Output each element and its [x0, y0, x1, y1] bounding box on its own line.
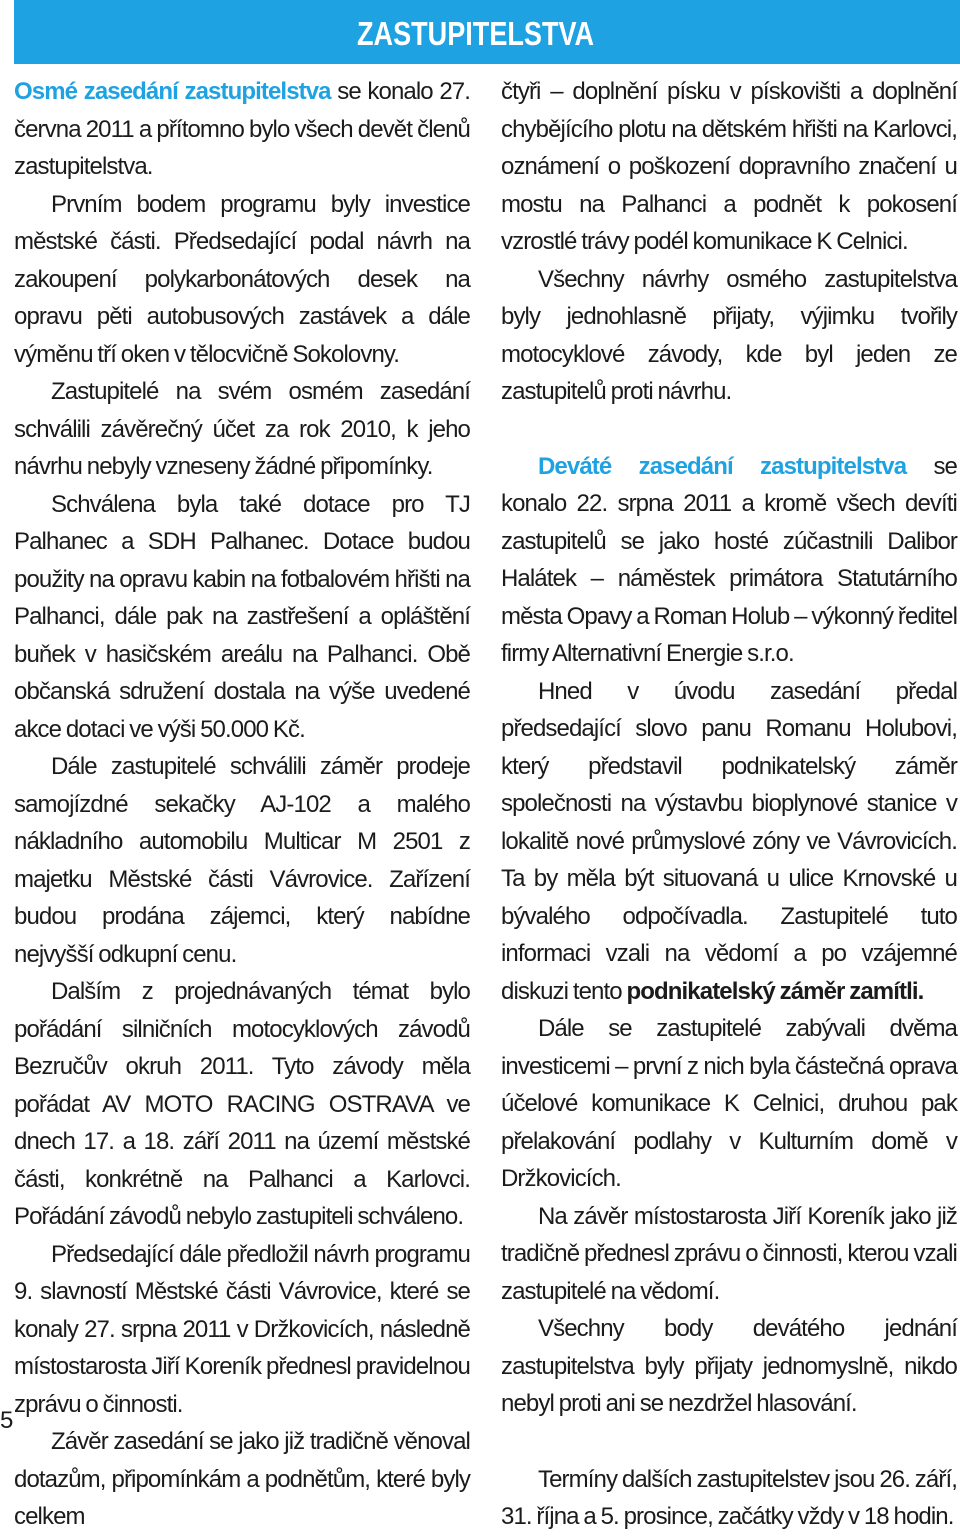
paragraph-activity-report: Na závěr místostarosta Jiří Koreník jako již tradičně přednesl zprávu o činnosti, kterou vzali zastupitelé na vědomí. — [501, 1202, 957, 1305]
paragraph-ninth-investments: Dále se zastupitelé zabývali dvěma investicemi – první z nich byla částečná oprava účelové komunikace K Celnici, druhou pak přelakování podlahy v Kulturním domě v Držkovicích. — [501, 1015, 957, 1192]
section-title: ZASTUPITELSTVA — [356, 15, 594, 52]
paragraph-eighth-session-intro — [14, 73, 470, 186]
eighth-session-intro-text: se konalo 27. června 2011 a přítomno bylo všech devět členů zastupitelstva. — [14, 78, 470, 180]
paragraph-spacer — [501, 411, 957, 448]
ninth-session-intro-text: se konalo 22. srpna 2011 a kromě všech devíti zastupitelů se jako hosté zúčastnili Dalibor Halátek – náměstek primátora Statutárního města Opavy a Roman Holub – výkonný ředitel firmy Alternativní Energie s.r.o. — [501, 452, 957, 667]
paragraph-biogas-plan — [501, 673, 957, 1011]
right-column — [501, 73, 957, 1536]
paragraph-questions-continued: čtyři – doplnění písku v pískovišti a doplnění chybějícího plotu na dětském hřišti na Karlovci, oznámení o poškození dopravního značení u mostu na Palhanci a podnět k pokosení vzrostlé trávy podél komunikace K Celnici. — [501, 78, 957, 255]
header-banner — [14, 0, 960, 64]
paragraph-questions: Závěr zasedání se jako již tradičně věnoval dotazům, připomínkám a podnětům, které byly celkem — [14, 1428, 470, 1530]
biogas-plan-text: Hned v úvodu zasedání předal předsedající slovo panu Romanu Holubovi, který představil podnikatelský záměr společnosti na výstavbu bioplynové stanice v lokalitě nové průmyslové zóny ve Vávrovicích. Ta by měla být situovaná u ulice Krnovské u bývalého odpočívadla. Zastupitelé tuto informaci vzali na vědomí a po vzájemné diskuzi tento — [501, 677, 957, 1005]
page-number: 5 — [0, 1407, 14, 1434]
left-column — [14, 73, 470, 1536]
paragraph-spacer — [501, 1423, 957, 1461]
paragraph-ninth-approval: Všechny body devátého jednání zastupitelstva byly přijaty jednomyslně, nikdo nebyl proti ani se nezdržel hlasování. — [501, 1315, 957, 1417]
eighth-session-heading: Osmé zasedání zastupitelstva — [14, 78, 331, 105]
paragraph-final-account: Zastupitelé na svém osmém zasedání schválili závěrečný účet za rok 2010, k jeho návrhu nebyly vzneseny žádné připomínky. — [14, 378, 470, 480]
biogas-plan-decision: podnikatelský záměr zamítli. — [626, 977, 924, 1005]
paragraph-motorcycle-race: Dalším z projednávaných témat bylo pořádání silničních motocyklových závodů Bezručův okruh 2011. Tyto závody měla pořádat AV MOTO RACING OSTRAVA ve dnech 17. a 18. září 2011 na území městské části, konkrétně na Palhanci a Karlovci. Pořádání závodů nebylo zastupiteli schváleno. — [14, 978, 470, 1230]
paragraph-investments: Prvním bodem programu byly investice městské části. Předsedající podal návrh na zakoupení polykarbonátových desek na opravu pěti autobusových zastávek a dále výměnu tří oken v tělocvičně Sokolovny. — [14, 190, 470, 368]
paragraph-subsidies: Schválena byla také dotace pro TJ Palhanec a SDH Palhanec. Dotace budou použity na opravu kabin na fotbalovém hřišti na Palhanci, dále pak na zastřešení a opláštění buňek v hasičském areálu na Palhanci. Obě občanská sdružení dostala na výše uvedené akce dotaci ve výši 50.000 Kč. — [14, 490, 470, 743]
paragraph-vehicle-sale: Dále zastupitelé schválili záměr prodeje samojízdné sekačky AJ-102 a malého nákladního automobilu Multicar M 2501 z majetku Městské části Vávrovice. Zařízení budou prodána zájemci, který nabídne nejvyšší odkupní cenu. — [14, 753, 470, 968]
paragraph-ninth-session-intro — [501, 448, 957, 673]
paragraph-celebrations: Předsedající dále předložil návrh programu 9. slavností Městské části Vávrovice, které se konaly 27. srpna 2011 v Držkovicích, následně místostarosta Jiří Koreník přednesl pravidelnou zprávu o činnosti. — [14, 1240, 470, 1418]
paragraph-eighth-approval: Všechny návrhy osmého zastupitelstva byly jednohlasně přijaty, výjimku tvořily motocyklové závody, kde byl jeden ze zastupitelů proti návrhu. — [501, 265, 957, 405]
ninth-session-heading: Deváté zasedání zastupitelstva — [538, 452, 907, 480]
paragraph-next-dates: Termíny dalších zastupitelstev jsou 26. září, 31. října a 5. prosince, začátky vždy v 18 hodin. — [501, 1465, 957, 1530]
